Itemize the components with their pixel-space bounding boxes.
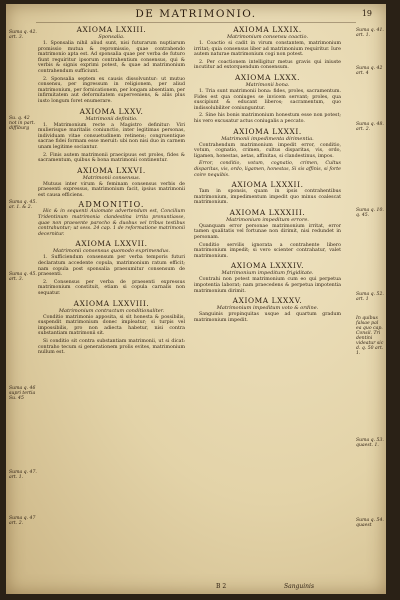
paragraph: Hic & in sequenti Axiomate advertendum est, Concilium Tridentinum matrimonia clandestina irrita pronuntiasse, quae non praesente parocho & duobus vel tribus testibus contrahuntur; ut sess. 24 cap. 1 de reformatione matrimonii decernitur. xyxy=(38,209,185,237)
paragraph: 2. Finis autem matrimonii praecipuus est proles, fides & sacramentum, quibus & bona matrimonii continentur. xyxy=(38,152,185,164)
left-text-column xyxy=(38,24,185,588)
axiom-heading: AXIOMA LXXVI. xyxy=(77,165,146,175)
margin-note: Suma q. 42. art. 3. xyxy=(9,30,37,40)
axiom-subtitle: Matrimonii bona. xyxy=(245,81,290,88)
paragraph: 1. Sufficiendum consensum per verba temporis futuri declaratum accedente copula, matrimonium ratum efficit; nam copula post sponsalia praesumitur consensum de praesenti. xyxy=(38,255,185,278)
axiom-heading: AXIOMA LXXXIV. xyxy=(230,261,305,271)
axiom-heading: AXIOMA LXXVII. xyxy=(75,239,148,249)
catchword: Sanguinis xyxy=(284,583,315,590)
axiom-subtitle: Matrimonium consensu coactio. xyxy=(226,34,309,40)
axiom-subtitle: Matrimonii impedimenta dirimentia. xyxy=(221,135,314,142)
paragraph: Si conditio sit contra substantiam matrimonii, ut si dicat: contraho tecum si generationem prolis evites, matrimonium nullum est. xyxy=(38,338,185,356)
admonition-heading: ADMONITIO. xyxy=(78,200,145,210)
paragraph: 1. Tria sunt matrimonii bona: fides, proles, sacramentum. Fides est qua coniuges se invicem servant; proles, qua suscipiunt & educant liberos; sacramentum, quo indissolubiliter coniunguntur. xyxy=(194,88,341,111)
paragraph: Conditio servilis ignorata a contrahente libero matrimonium impedit; si vero scienter contrahatur, valet matrimonium. xyxy=(194,242,341,259)
book-page xyxy=(6,4,386,594)
axiom-subtitle: Matrimonium impeditum errore. xyxy=(226,216,309,223)
axiom-subtitle: Matrimonium impeditum voto & ordine. xyxy=(216,305,319,312)
paragraph: 1. Matrimonium recte a Magistro definitur: Viri mulierisque maritalis coniunctio, inter legitimas personas, individuam vitae consuetudinem retinens; congruentique sacrae fidei formam esse meruit: ubi non nisi duo in carnem unam legitime sociantur. xyxy=(38,122,185,150)
right-text-column xyxy=(194,24,341,588)
paragraph: Mutuus inter virum & feminam consensus verbis de praesenti expressus, matrimonium facit, ipsius matrimonii est causa efficiens. xyxy=(38,181,185,198)
margin-note: Su. q. 42 not in part. diffiburg xyxy=(9,116,36,131)
margin-note: Suma q. 42 art. 4 xyxy=(356,66,383,76)
paragraph: 1. Coactio si cadit in virum constantem, matrimonium irritat; quia consensus liber ad matrimonium requiritur. Iure autem naturae matrimonium cogi non potest. xyxy=(194,41,341,58)
paragraph: 1. Sponsalia nihil aliud sunt, nisi futurarum nuptiarum promissio mutua & repromissio, quae contrahendo matrimonio apta est. Ad sponsalia quae per verba de futuro fiunt requiritur ipsorum contrahentium consensus, qui & verbis & signis exprimi potest, & quae ad matrimonium contrahendum sufficiunt. xyxy=(38,41,185,74)
paragraph: 2. Consensus per verba de praesenti expressus matrimonium constituit, etiam si copula carnalis non sequatur. xyxy=(38,279,185,296)
axiom-heading: AXIOMA LXXXV. xyxy=(232,296,303,306)
margin-note: Suma q. 45. ar. 1. & 2. xyxy=(9,200,37,210)
axiom-subtitle: Matrimonii definitio. xyxy=(85,115,138,122)
paragraph: Contrahi non potest matrimonium cum eo qui perpetua impotentia laborat; nam praecedens & perpetua impotentia matrimonium dirimit. xyxy=(194,277,341,294)
axiom-heading: AXIOMA LXXXII. xyxy=(231,180,304,190)
axiom-subtitle: Matrimonium impeditum frigiditate. xyxy=(221,270,314,277)
margin-note: Suma q. 53. quaest. 1. xyxy=(356,438,384,448)
margin-note: In quibus falsae pal ea quo cap. Consil. Tri dentini videatur sic d. q. 50 art. 1. xyxy=(356,316,384,356)
axiom-heading: AXIOMA LXXVIII. xyxy=(73,298,150,308)
paragraph: 2. Per coactionem intelligitur metus gravis qui iniuste incutitur ad extorquendum consensum. xyxy=(194,59,341,71)
margin-note: Suma q. 47 art. 2. xyxy=(9,516,36,526)
margin-note: Suma q. 45. art. 3. xyxy=(9,272,37,282)
paragraph: Tam in sponsis, quam in ipsis contrahentibus matrimonium, impedimentum impedit quo minus coalescat matrimonium. xyxy=(194,189,341,206)
margin-note: Suma q. 48. art. 2. xyxy=(356,122,384,132)
header-rule xyxy=(36,22,356,23)
running-head: DE MATRIMONIO. xyxy=(135,8,257,20)
margin-note: Suma q. 47. art. 1. xyxy=(9,470,37,480)
axiom-subtitle: Matrimonii consensus quomodo exprimendus. xyxy=(52,248,171,255)
axiom-heading: AXIOMA LXXIII. xyxy=(76,25,147,34)
paragraph: Sanguinis propinquitas usque ad quartum gradum matrimonium impedit. xyxy=(194,312,341,323)
margin-note: Suma q. 10. q. 45. xyxy=(356,208,384,218)
paragraph: Contrahendum matrimonium impedit error, conditio, votum, cognatio, crimen, cultus disparitas, vis, ordo, ligamen, honestas, aetas, affinitas, si clandestinus, impos. xyxy=(194,142,341,159)
paragraph: Conditio matrimonio apposita, si sit honesta & possibilis, suspendit matrimonium donec impleatur; si turpis vel impossibilis, pro non adiecta habetur, nisi contra substantiam matrimonii sit. xyxy=(38,314,185,337)
paragraph: 2. Sponsalia septem ex causis dissolvuntur: ut mutuo consensu, per ingressum in religionem, per aliud matrimonium, per fornicationem, per longam absentiam, per infirmitatem aut deformitatem superveniens, & aliis plus iusto longum foret enumerare. xyxy=(38,76,185,104)
folio-number: 19 xyxy=(361,9,372,18)
paragraph: Quanquam error personae matrimonium irritat, error tamen qualitatis vel fortunae non dirimit, nisi redundet in personam. xyxy=(194,223,341,241)
axiom-heading: AXIOMA LXXX. xyxy=(234,72,301,82)
paragraph: Error, conditio, votum, cognatio, crimen, Cultus disparitas, vis, ordo, ligamen, honestas, Si sis affinis, si forte coire nequibis. xyxy=(194,161,341,178)
margin-note: Suma q. 54. quaest xyxy=(356,518,384,528)
signature-mark: B 2 xyxy=(216,583,227,590)
axiom-heading: AXIOMA LXXV. xyxy=(79,106,144,116)
axiom-subtitle: Sponsalia. xyxy=(98,34,125,40)
axiom-heading: AXIOMA LXXXIII. xyxy=(229,207,306,217)
axiom-subtitle: Matrimonii consensus. xyxy=(82,174,141,181)
axiom-heading: AXIOMA LXXIX. xyxy=(233,25,302,34)
paragraph: 2. Sine his bonis matrimonium honestum esse non potest; his vero excusatur actus coniugalis a peccato. xyxy=(194,113,341,124)
axiom-subtitle: Matrimonium contractum conditionaliter. xyxy=(58,307,165,314)
margin-note: Suma q. 46 supri tertia Su. 45 xyxy=(9,386,36,401)
margin-note: Suma q. 41. art. 1. xyxy=(356,28,384,38)
margin-note: Suma q. 52. art. 1 xyxy=(356,292,384,302)
axiom-heading: AXIOMA LXXXI. xyxy=(233,126,302,136)
